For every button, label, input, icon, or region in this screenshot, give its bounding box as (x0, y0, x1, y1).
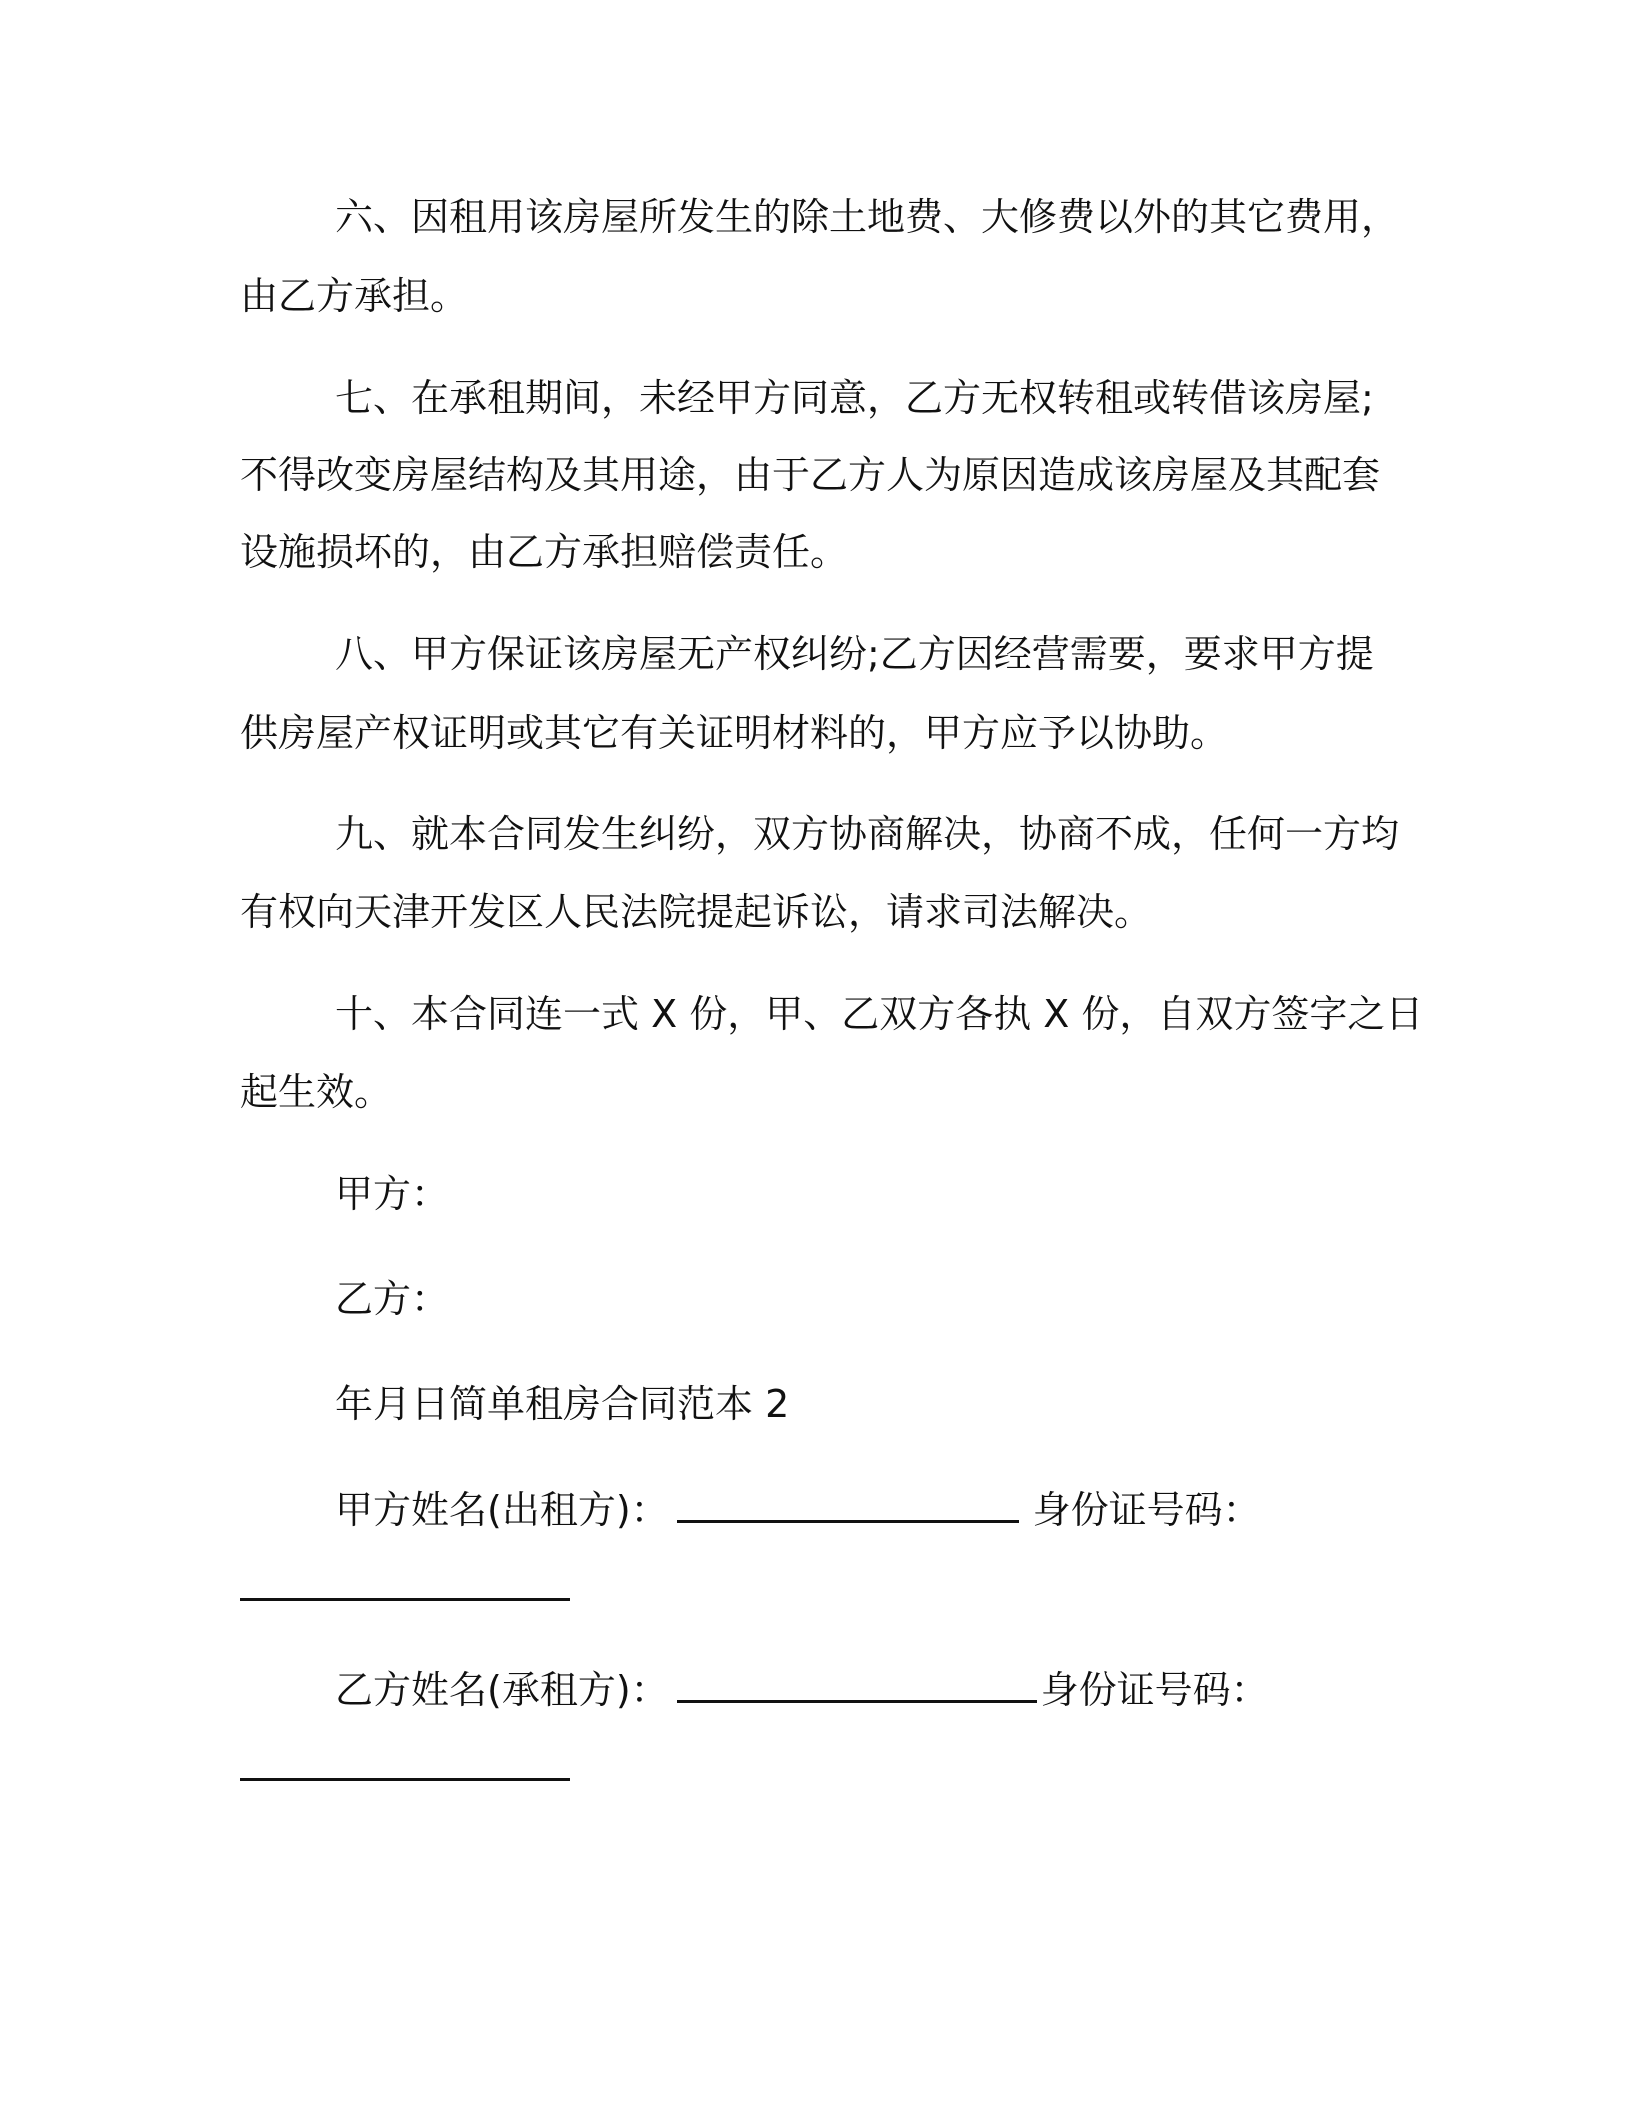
landlord-row (335, 1488, 1261, 1532)
clause-7-line-1: 七、在承租期间，未经甲方同意，乙方无权转租或转借该房屋; (335, 376, 1374, 420)
landlord-name-label: 甲方姓名(出租方)： (335, 1488, 669, 1532)
landlord-id-label: 身份证号码： (1032, 1488, 1261, 1532)
landlord-name-blank (677, 1490, 1019, 1523)
tenant-id-label: 身份证号码： (1040, 1668, 1269, 1712)
tenant-name-blank (677, 1670, 1037, 1703)
tenant-name-label: 乙方姓名(承租方)： (335, 1668, 669, 1712)
section-title: 年月日简单租房合同范本 2 (335, 1382, 790, 1426)
clause-8-line-2: 供房屋产权证明或其它有关证明材料的，甲方应予以协助。 (240, 711, 1229, 755)
clause-9-line-2: 有权向天津开发区人民法院提起诉讼，请求司法解决。 (240, 890, 1153, 934)
party-b-signature-label: 乙方： (335, 1277, 450, 1321)
landlord-id-blank (240, 1568, 570, 1601)
tenant-row (335, 1668, 1269, 1712)
clause-8-line-1: 八、甲方保证该房屋无产权纠纷;乙方因经营需要，要求甲方提 (335, 632, 1374, 676)
party-a-signature-label: 甲方： (335, 1172, 450, 1216)
clause-7-line-3: 设施损坏的，由乙方承担赔偿责任。 (240, 530, 849, 574)
tenant-id-blank (240, 1748, 570, 1781)
tenant-id-blank-row (240, 1748, 570, 1787)
clause-6-line-2: 由乙方承担。 (240, 274, 469, 318)
clause-6-line-1: 六、因租用该房屋所发生的除土地费、大修费以外的其它费用， (335, 195, 1400, 239)
clause-10-line-1: 十、本合同连一式 X 份，甲、乙双方各执 X 份，自双方签字之日 (335, 992, 1424, 1036)
clause-7-line-2: 不得改变房屋结构及其用途，由于乙方人为原因造成该房屋及其配套 (240, 453, 1381, 497)
clause-10-line-2: 起生效。 (240, 1070, 393, 1114)
landlord-id-blank-row (240, 1568, 570, 1607)
clause-9-line-1: 九、就本合同发生纠纷，双方协商解决，协商不成，任何一方均 (335, 812, 1400, 856)
